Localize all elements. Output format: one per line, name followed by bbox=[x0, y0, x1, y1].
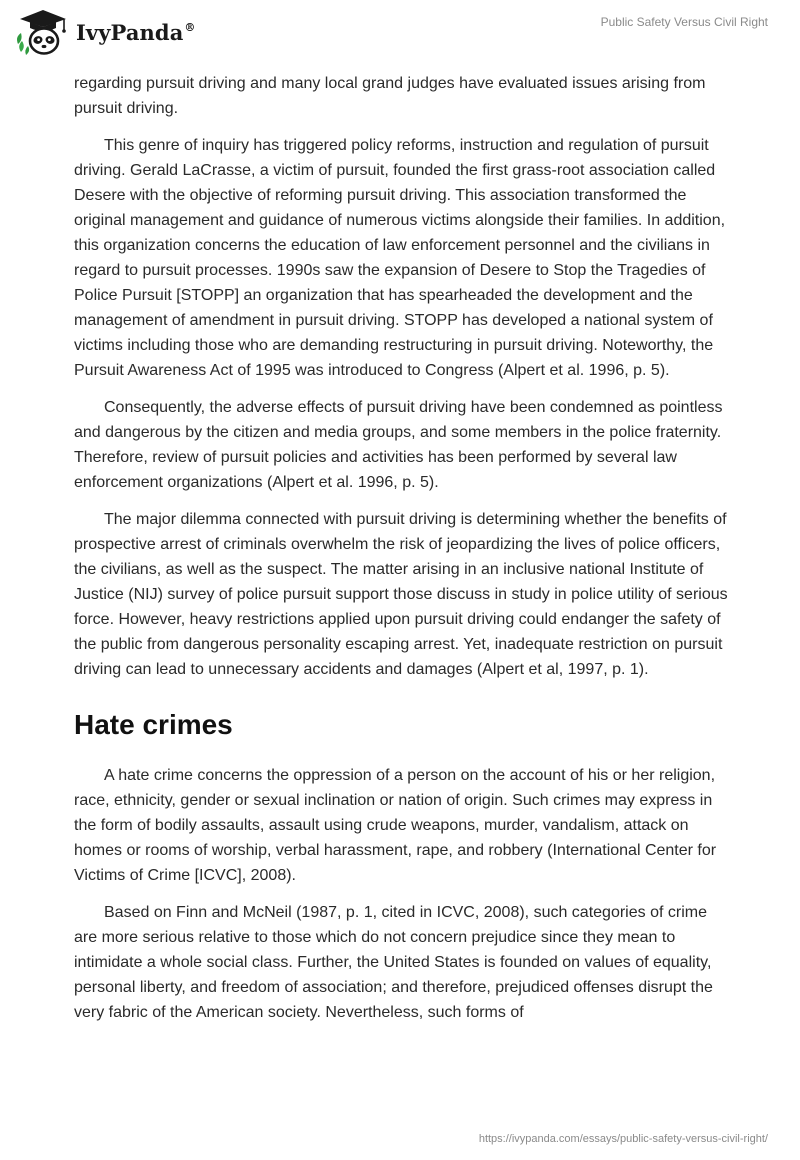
essay-body bbox=[74, 71, 734, 1037]
ivypanda-logo[interactable] bbox=[14, 8, 196, 56]
paragraph: Consequently, the adverse effects of pursuit driving have been condemned as pointless and dangerous by the citizen and media groups, and some members in the police fraternity. Therefore, review of pursuit policies and activities has been performed by several law enforcement organizations (Alpert et al. 1996, p. 5). bbox=[74, 399, 723, 491]
paragraph: The major dilemma connected with pursuit driving is determining whether the benefits of prospective arrest of criminals overwhelm the risk of jeopardizing the lives of police officers, the civilians, as well as the suspect. The matter arising in an inclusive national Institute of Justice (NIJ) survey of police pursuit support those discuss in study in police utility of serious force. However, heavy restrictions applied upon pursuit driving could endanger the safety of the public from dangerous personality escaping arrest. Yet, inadequate restriction on pursuit driving can lead to unnecessary accidents and damages (Alpert et al, 1997, p. 1). bbox=[74, 511, 728, 678]
paragraph: regarding pursuit driving and many local grand judges have evaluated issues arising from pursuit driving. bbox=[74, 75, 706, 117]
brand-name: IvyPanda® bbox=[76, 19, 196, 45]
panda-graduate-icon bbox=[14, 8, 72, 56]
source-url[interactable]: https://ivypanda.com/essays/public-safety-versus-civil-right/ bbox=[478, 1133, 768, 1145]
section-heading: Hate crimes bbox=[74, 709, 233, 740]
paragraph: This genre of inquiry has triggered policy reforms, instruction and regulation of pursuit driving. Gerald LaCrasse, a victim of pursuit, founded the first grass-root association called Desere with the objective of reforming pursuit driving. This association transformed the original management and guidance of numerous victims alongside their families. In addition, this organization concerns the education of law enforcement personnel and the civilians in regard to pursuit processes. 1990s saw the expansion of Desere to Stop the Tragedies of Police Pursuit [STOPP] an organization that has spearheaded the development and the management of amendment in pursuit driving. STOPP has developed a national system of victims including those who are demanding restructuring in pursuit driving. Noteworthy, the Pursuit Awareness Act of 1995 was introduced to Congress (Alpert et al. 1996, p. 5). bbox=[74, 137, 726, 379]
document-title: Public Safety Versus Civil Right bbox=[600, 15, 768, 29]
page-header bbox=[0, 0, 800, 64]
paragraph: A hate crime concerns the oppression of a person on the account of his or her religion, race, ethnicity, gender or sexual inclination or nation of origin. Such crimes may express in the form of bodily assaults, assault using crude weapons, murder, vandalism, attack on homes or rooms of worship, verbal harassment, rape, and robbery (International Center for Victims of Crime [ICVC], 2008). bbox=[74, 767, 717, 884]
registered-mark: ® bbox=[184, 20, 196, 34]
paragraph: Based on Finn and McNeil (1987, p. 1, cited in ICVC, 2008), such categories of crime are more serious relative to those which do not concern prejudice since they mean to intimidate a whole social class. Further, the United States is founded on values of equality, personal liberty, and freedom of association; and therefore, prejudiced offenses disrupt the very fabric of the American society. Nevertheless, such forms of bbox=[74, 904, 713, 1021]
